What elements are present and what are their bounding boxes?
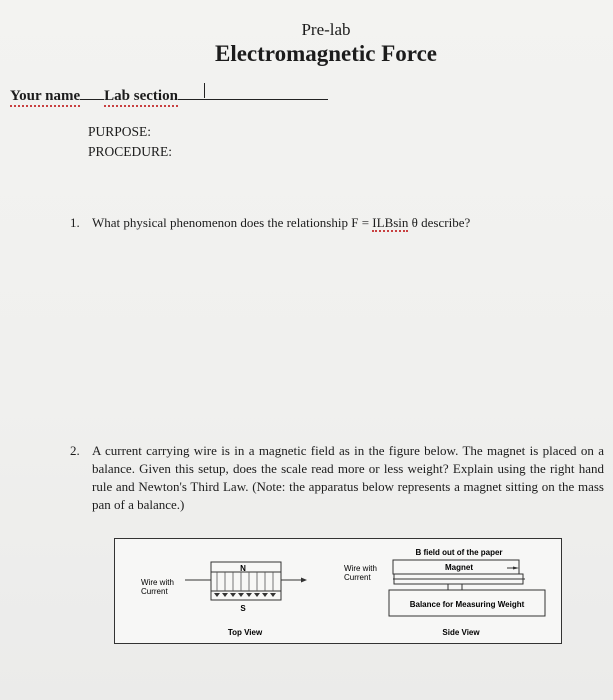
north-pole-label: N bbox=[240, 564, 246, 573]
purpose-label: PURPOSE: bbox=[88, 124, 152, 139]
question-1-text: What physical phenomenon does the relationship F = bbox=[92, 215, 373, 230]
text-cursor bbox=[204, 83, 205, 98]
wire-label-left-line2: Current bbox=[141, 587, 168, 596]
apparatus-diagram bbox=[115, 539, 561, 643]
question-1-text-end: θ describe? bbox=[408, 215, 471, 230]
section-blank[interactable] bbox=[178, 85, 328, 100]
wire-label-left-line1: Wire with bbox=[141, 578, 174, 587]
name-section-row bbox=[10, 85, 328, 107]
question-1 bbox=[70, 214, 470, 232]
procedure-label: PROCEDURE: bbox=[88, 144, 173, 159]
b-field-label: B field out of the paper bbox=[415, 548, 503, 557]
prelab-heading: Pre-lab bbox=[301, 20, 351, 39]
question-1-number: 1. bbox=[70, 215, 80, 230]
question-1-formula: ILBsin bbox=[372, 215, 409, 230]
page-title: Electromagnetic Force bbox=[214, 41, 438, 66]
section-label: Lab section bbox=[104, 88, 178, 107]
name-label: Your name bbox=[10, 88, 80, 107]
magnet-label: Magnet bbox=[445, 563, 473, 572]
south-pole-label: S bbox=[240, 604, 246, 613]
current-arrow-top bbox=[301, 578, 307, 583]
balance-label: Balance for Measuring Weight bbox=[409, 600, 525, 609]
question-2-number: 2. bbox=[70, 443, 80, 458]
balance-stem bbox=[448, 584, 462, 590]
side-view-caption: Side View bbox=[442, 628, 480, 637]
magnet-top-view bbox=[211, 562, 281, 600]
apparatus-figure bbox=[114, 538, 562, 644]
wire-label-right-line2: Current bbox=[344, 573, 371, 582]
field-lines bbox=[217, 572, 273, 591]
current-arrow-side bbox=[513, 567, 519, 570]
name-blank[interactable] bbox=[80, 99, 104, 100]
field-arrowheads bbox=[214, 593, 276, 597]
top-view-caption: Top View bbox=[227, 628, 263, 637]
wire-label-right-line1: Wire with bbox=[344, 564, 377, 573]
question-2-text: A current carrying wire is in a magnetic field as in the figure below. The magnet is placed on a balance. Given this setup, does the scale read more or less weight? Explain using the right hand rule and Newton's Third Law. (Note: the apparatus below represents a magnet sitting on the mass pan of a balance.) bbox=[92, 443, 604, 512]
